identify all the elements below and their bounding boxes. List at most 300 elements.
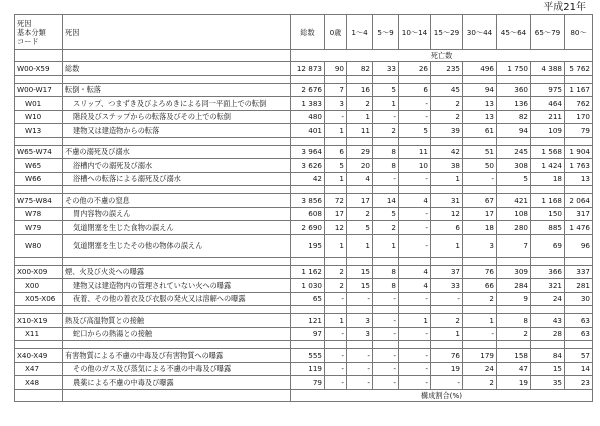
header-age-10-14: 10～14 — [399, 15, 431, 50]
age-value: 39 — [431, 124, 463, 138]
age-value: 17 — [325, 207, 347, 221]
total-value: 2 690 — [291, 221, 325, 235]
label-blank — [63, 389, 291, 401]
age-value: 15 — [347, 279, 373, 293]
age-value: - — [399, 207, 431, 221]
table-row — [15, 124, 593, 138]
cause-name: スリップ、つまずき及びよろめきによる同一平面上での転倒 — [63, 97, 291, 111]
age-value: 1 — [431, 327, 463, 341]
age-value: 12 — [325, 221, 347, 235]
spacer-cell — [497, 137, 531, 145]
age-value: 975 — [531, 83, 565, 97]
age-value: 1 424 — [531, 159, 565, 173]
age-value: 762 — [565, 97, 593, 111]
spacer-cell — [531, 341, 565, 349]
spacer-cell — [291, 257, 325, 265]
spacer-cell — [431, 341, 463, 349]
total-value: 97 — [291, 327, 325, 341]
spacer-cell — [497, 186, 531, 194]
age-value: 66 — [463, 279, 497, 293]
age-value: 26 — [399, 62, 431, 76]
spacer-cell — [373, 257, 399, 265]
table-row — [15, 221, 593, 235]
total-value: 12 873 — [291, 62, 325, 76]
age-value: - — [399, 221, 431, 235]
age-value: 1 — [373, 97, 399, 111]
age-value: 57 — [565, 349, 593, 363]
table-row — [15, 314, 593, 328]
age-value: 23 — [565, 376, 593, 390]
age-value: 1 — [347, 110, 373, 124]
age-value: - — [325, 362, 347, 376]
age-value: 17 — [463, 207, 497, 221]
age-value: 17 — [347, 194, 373, 208]
spacer-cell — [63, 257, 291, 265]
cause-name: 転倒・転落 — [63, 83, 291, 97]
age-value: 2 — [463, 292, 497, 306]
age-value: 15 — [531, 362, 565, 376]
age-value: 2 — [431, 97, 463, 111]
composition-label-row — [15, 389, 593, 401]
spacer-cell — [15, 186, 63, 194]
age-value: 5 — [497, 172, 531, 186]
age-value: 1 — [373, 234, 399, 257]
age-value: 109 — [531, 124, 565, 138]
age-value: 38 — [431, 159, 463, 173]
age-value: 76 — [463, 265, 497, 279]
cause-code: X05-X06 — [15, 292, 63, 306]
spacer-cell — [463, 75, 497, 83]
age-value: 31 — [431, 194, 463, 208]
total-value: 1 383 — [291, 97, 325, 111]
age-value: 69 — [531, 234, 565, 257]
age-value: - — [431, 376, 463, 390]
age-value: 1 — [325, 124, 347, 138]
spacer-cell — [531, 306, 565, 314]
age-value: 3 — [347, 314, 373, 328]
age-value: 20 — [347, 159, 373, 173]
deaths-label: 死亡数 — [291, 50, 593, 62]
spacer-cell — [63, 186, 291, 194]
age-value: 5 — [373, 207, 399, 221]
age-value: - — [373, 376, 399, 390]
age-value: 82 — [347, 62, 373, 76]
age-value: 2 — [347, 97, 373, 111]
total-value: 555 — [291, 349, 325, 363]
age-value: - — [325, 349, 347, 363]
spacer-cell — [291, 306, 325, 314]
spacer-row — [15, 186, 593, 194]
cause-name: 建物又は建造物からの転落 — [63, 124, 291, 138]
spacer-cell — [291, 75, 325, 83]
total-value: 3 964 — [291, 145, 325, 159]
spacer-cell — [399, 137, 431, 145]
table-row — [15, 97, 593, 111]
total-value: 195 — [291, 234, 325, 257]
age-value: 9 — [497, 292, 531, 306]
spacer-cell — [325, 306, 347, 314]
age-value: 1 — [347, 234, 373, 257]
spacer-cell — [399, 75, 431, 83]
age-value: - — [373, 172, 399, 186]
age-value: 421 — [497, 194, 531, 208]
table-row — [15, 62, 593, 76]
age-value: 24 — [531, 292, 565, 306]
spacer-cell — [325, 75, 347, 83]
label-blank — [15, 50, 63, 62]
age-value: 5 — [347, 221, 373, 235]
table-row — [15, 83, 593, 97]
table-row — [15, 234, 593, 257]
header-age-1-4: 1～4 — [347, 15, 373, 50]
age-value: 360 — [497, 83, 531, 97]
age-value: 1 568 — [531, 145, 565, 159]
spacer-cell — [325, 257, 347, 265]
age-value: 4 — [347, 172, 373, 186]
age-value: 1 167 — [565, 83, 593, 97]
total-value: 121 — [291, 314, 325, 328]
age-value: 82 — [497, 110, 531, 124]
age-value: 13 — [565, 172, 593, 186]
spacer-cell — [565, 306, 593, 314]
cause-code: W01 — [15, 97, 63, 111]
spacer-cell — [325, 186, 347, 194]
spacer-cell — [15, 306, 63, 314]
age-value: 3 — [347, 327, 373, 341]
age-value: 885 — [531, 221, 565, 235]
cause-name: 不慮の溺死及び溺水 — [63, 145, 291, 159]
table-row — [15, 376, 593, 390]
age-value: 18 — [531, 172, 565, 186]
spacer-cell — [463, 137, 497, 145]
age-value: 10 — [399, 159, 431, 173]
total-value: 608 — [291, 207, 325, 221]
age-value: - — [373, 327, 399, 341]
table-row — [15, 159, 593, 173]
age-value: - — [373, 110, 399, 124]
age-value: 1 — [399, 314, 431, 328]
age-value: 284 — [497, 279, 531, 293]
cause-name: 夜着、その他の着衣及び衣服の発火又は溶解への曝露 — [63, 292, 291, 306]
header-age-30-44: 30～44 — [463, 15, 497, 50]
spacer-cell — [63, 306, 291, 314]
cause-name: 階段及びステップからの転落及びその上での転倒 — [63, 110, 291, 124]
age-value: 8 — [373, 159, 399, 173]
total-value: 1 030 — [291, 279, 325, 293]
spacer-cell — [63, 341, 291, 349]
age-value: 37 — [431, 265, 463, 279]
age-value: 30 — [565, 292, 593, 306]
label-blank — [63, 50, 291, 62]
age-value: - — [373, 362, 399, 376]
age-value: 3 — [325, 97, 347, 111]
age-value: 43 — [531, 314, 565, 328]
spacer-cell — [325, 137, 347, 145]
age-value: 5 — [399, 124, 431, 138]
total-value: 42 — [291, 172, 325, 186]
total-value: 1 162 — [291, 265, 325, 279]
cause-code: W00-W17 — [15, 83, 63, 97]
age-value: - — [399, 349, 431, 363]
spacer-cell — [431, 137, 463, 145]
cause-code: X00 — [15, 279, 63, 293]
total-value: 401 — [291, 124, 325, 138]
age-value: 464 — [531, 97, 565, 111]
spacer-cell — [431, 75, 463, 83]
spacer-cell — [431, 306, 463, 314]
spacer-cell — [531, 75, 565, 83]
age-value: 67 — [463, 194, 497, 208]
header-cause: 死因 — [63, 15, 291, 50]
spacer-row — [15, 257, 593, 265]
spacer-cell — [431, 257, 463, 265]
header-row — [15, 15, 593, 50]
age-value: 281 — [565, 279, 593, 293]
age-value: - — [399, 292, 431, 306]
age-value: 8 — [373, 279, 399, 293]
age-value: 11 — [399, 145, 431, 159]
age-value: 13 — [463, 97, 497, 111]
age-value: 150 — [531, 207, 565, 221]
table-row — [15, 207, 593, 221]
age-value: 6 — [399, 83, 431, 97]
age-value: 1 — [325, 314, 347, 328]
spacer-cell — [63, 75, 291, 83]
spacer-cell — [399, 186, 431, 194]
spacer-cell — [15, 75, 63, 83]
cause-name: 蛇口からの熱湯との接触 — [63, 327, 291, 341]
spacer-cell — [373, 186, 399, 194]
cause-name: 気道閉塞を生じた食物の誤えん — [63, 221, 291, 235]
age-value: 1 476 — [565, 221, 593, 235]
age-value: - — [347, 362, 373, 376]
cause-code: W13 — [15, 124, 63, 138]
spacer-cell — [565, 257, 593, 265]
age-value: 3 — [463, 234, 497, 257]
age-value: - — [373, 292, 399, 306]
spacer-cell — [347, 186, 373, 194]
cause-code: X11 — [15, 327, 63, 341]
age-value: 18 — [463, 221, 497, 235]
table-row — [15, 327, 593, 341]
age-value: 280 — [497, 221, 531, 235]
spacer-cell — [431, 186, 463, 194]
age-value: 1 — [325, 234, 347, 257]
age-value: 2 — [325, 265, 347, 279]
cause-name: 有害物質による不慮の中毒及び有害物質への曝露 — [63, 349, 291, 363]
age-value: 1 750 — [497, 62, 531, 76]
age-value: 4 — [399, 279, 431, 293]
age-value: 1 — [431, 234, 463, 257]
spacer-cell — [399, 257, 431, 265]
age-value: 63 — [565, 314, 593, 328]
age-value: - — [463, 327, 497, 341]
cause-name: 浴槽内での溺死及び溺水 — [63, 159, 291, 173]
age-value: - — [325, 376, 347, 390]
spacer-cell — [463, 341, 497, 349]
age-value: 8 — [373, 145, 399, 159]
age-value: 2 — [347, 207, 373, 221]
age-value: - — [347, 349, 373, 363]
age-value: 317 — [565, 207, 593, 221]
age-value: 366 — [531, 265, 565, 279]
cause-name: その他の不慮の窒息 — [63, 194, 291, 208]
spacer-cell — [531, 257, 565, 265]
spacer-cell — [373, 137, 399, 145]
cause-name: 総数 — [63, 62, 291, 76]
cause-code: W79 — [15, 221, 63, 235]
cause-code: W80 — [15, 234, 63, 257]
age-value: 211 — [531, 110, 565, 124]
year-label: 平成21年 — [543, 2, 586, 13]
spacer-cell — [399, 341, 431, 349]
age-value: - — [325, 292, 347, 306]
age-value: - — [347, 376, 373, 390]
age-value: 61 — [463, 124, 497, 138]
age-value: 33 — [373, 62, 399, 76]
age-value: - — [463, 172, 497, 186]
table-body — [15, 50, 593, 402]
age-value: 1 763 — [565, 159, 593, 173]
spacer-cell — [463, 306, 497, 314]
age-value: 35 — [531, 376, 565, 390]
age-value: - — [399, 327, 431, 341]
age-value: - — [399, 376, 431, 390]
table-row — [15, 172, 593, 186]
spacer-cell — [497, 306, 531, 314]
age-value: 1 — [463, 314, 497, 328]
age-value: - — [347, 292, 373, 306]
age-value: 2 — [431, 110, 463, 124]
cause-name: 煙、火及び火炎への曝露 — [63, 265, 291, 279]
header-total: 総数 — [291, 15, 325, 50]
header-age-65-79: 65～79 — [531, 15, 565, 50]
age-value: - — [399, 234, 431, 257]
header-age-0: 0歳 — [325, 15, 347, 50]
spacer-cell — [325, 341, 347, 349]
spacer-cell — [373, 75, 399, 83]
spacer-cell — [531, 186, 565, 194]
label-blank — [15, 389, 63, 401]
table-row — [15, 362, 593, 376]
cause-code: X48 — [15, 376, 63, 390]
spacer-cell — [347, 137, 373, 145]
age-value: 108 — [497, 207, 531, 221]
age-value: 15 — [347, 265, 373, 279]
age-value: 14 — [373, 194, 399, 208]
spacer-cell — [565, 186, 593, 194]
spacer-cell — [373, 341, 399, 349]
spacer-cell — [531, 137, 565, 145]
spacer-cell — [497, 75, 531, 83]
cause-name: その他のガス及び蒸気による不慮の中毒及び曝露 — [63, 362, 291, 376]
cause-name: 胃内容物の誤えん — [63, 207, 291, 221]
age-value: 19 — [431, 362, 463, 376]
age-value: 47 — [497, 362, 531, 376]
age-value: 63 — [565, 327, 593, 341]
age-value: 8 — [497, 314, 531, 328]
age-value: 179 — [463, 349, 497, 363]
age-value: 79 — [565, 124, 593, 138]
total-value: 65 — [291, 292, 325, 306]
cause-name: 建物又は建造物内の管理されていない火への曝露 — [63, 279, 291, 293]
cause-code: W65 — [15, 159, 63, 173]
header-code: 死因 基本分類 コード — [15, 15, 63, 50]
spacer-cell — [497, 341, 531, 349]
age-value: 7 — [325, 83, 347, 97]
age-value: 94 — [497, 124, 531, 138]
spacer-cell — [373, 306, 399, 314]
cause-code: X10-X19 — [15, 314, 63, 328]
age-value: 11 — [347, 124, 373, 138]
table-row — [15, 292, 593, 306]
spacer-cell — [291, 137, 325, 145]
age-value: 1 168 — [531, 194, 565, 208]
cause-code: W00-X59 — [15, 62, 63, 76]
age-value: 2 — [373, 221, 399, 235]
age-value: 19 — [497, 376, 531, 390]
table-row — [15, 194, 593, 208]
cause-name: 気道閉塞を生じたその他の物体の誤えん — [63, 234, 291, 257]
age-value: - — [399, 362, 431, 376]
cause-code: X47 — [15, 362, 63, 376]
age-value: 84 — [531, 349, 565, 363]
cause-code: X40-X49 — [15, 349, 63, 363]
age-value: 2 — [431, 314, 463, 328]
cause-code: W65-W74 — [15, 145, 63, 159]
total-value: 79 — [291, 376, 325, 390]
spacer-cell — [291, 186, 325, 194]
spacer-cell — [399, 306, 431, 314]
spacer-cell — [15, 137, 63, 145]
age-value: 2 — [463, 376, 497, 390]
age-value: 5 — [373, 83, 399, 97]
age-value: 245 — [497, 145, 531, 159]
cause-code: W78 — [15, 207, 63, 221]
spacer-row — [15, 137, 593, 145]
cause-name: 熱及び高温物質との接触 — [63, 314, 291, 328]
age-value: 1 — [325, 172, 347, 186]
spacer-cell — [347, 257, 373, 265]
age-value: 7 — [497, 234, 531, 257]
age-value: 2 — [373, 124, 399, 138]
total-value: 3 856 — [291, 194, 325, 208]
spacer-cell — [15, 257, 63, 265]
spacer-cell — [463, 257, 497, 265]
spacer-cell — [565, 137, 593, 145]
spacer-cell — [291, 341, 325, 349]
age-value: - — [325, 327, 347, 341]
age-value: 337 — [565, 265, 593, 279]
age-value: 24 — [463, 362, 497, 376]
spacer-cell — [63, 137, 291, 145]
age-value: 8 — [373, 265, 399, 279]
composition-label: 構成割合(%) — [291, 389, 593, 401]
age-value: 6 — [431, 221, 463, 235]
age-value: 170 — [565, 110, 593, 124]
table-row — [15, 349, 593, 363]
age-value: - — [373, 349, 399, 363]
age-value: - — [399, 97, 431, 111]
deaths-label-row — [15, 50, 593, 62]
age-value: 5 762 — [565, 62, 593, 76]
age-value: - — [399, 110, 431, 124]
age-value: 6 — [325, 145, 347, 159]
cause-name: 浴槽への転落による溺死及び溺水 — [63, 172, 291, 186]
age-value: 4 — [399, 194, 431, 208]
spacer-row — [15, 306, 593, 314]
age-value: 96 — [565, 234, 593, 257]
